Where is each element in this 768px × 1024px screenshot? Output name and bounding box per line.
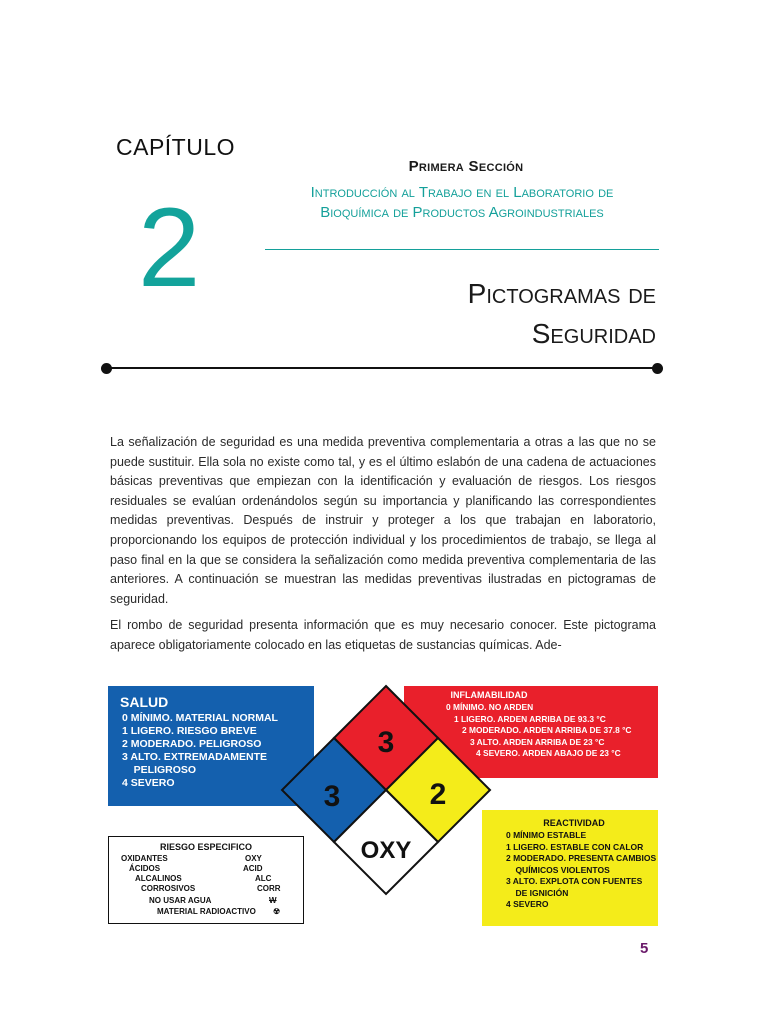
section-subtitle xyxy=(264,183,660,223)
riesgo-code: OXY xyxy=(245,854,262,863)
salud-list xyxy=(122,712,278,790)
riesgo-name: MATERIAL RADIOACTIVO xyxy=(157,907,256,916)
list-item: 0 MÍNIMO. MATERIAL NORMAL xyxy=(122,712,278,724)
diamond-reactivity-value: 2 xyxy=(429,778,447,811)
list-item: 1 LIGERO. RIESGO BREVE xyxy=(122,725,257,737)
list-item: 4 SEVERO xyxy=(506,899,549,909)
nfpa-diamond xyxy=(278,684,494,900)
list-item: DE IGNICIÓN xyxy=(506,887,569,898)
list-item: PELIGROSO xyxy=(122,764,197,776)
list-item: QUÍMICOS VIOLENTOS xyxy=(506,864,610,875)
riesgo-name: ÁCIDOS xyxy=(129,864,161,873)
divider-dot-right xyxy=(652,363,663,374)
list-item: 1 LIGERO. ARDEN ARRIBA DE 93.3 °C xyxy=(454,713,606,724)
riesgo-name: NO USAR AGUA xyxy=(149,896,212,905)
section-title: Primera Sección xyxy=(408,158,524,175)
divider-dot-left xyxy=(101,363,112,374)
list-item: 1 LIGERO. ESTABLE CON CALOR xyxy=(506,841,644,852)
list-item: 4 SEVERO. ARDEN ABAJO DE 23 °C xyxy=(476,748,621,758)
riesgo-especifico-title: RIESGO ESPECIFICO xyxy=(159,842,253,852)
reactividad-list xyxy=(506,830,656,911)
section-subtitle-line1: Introducción al Trabajo en el Laboratorio de xyxy=(310,184,614,201)
body-paragraph-2: El rombo de seguridad presenta información que es muy necesario conocer. Este pictograma aparece obligatoriamente colocado en las etiquetas de sustancias químicas. Ade- xyxy=(110,618,656,652)
chapter-number: 2 xyxy=(138,185,201,310)
list-item: 2 MODERADO. ARDEN ARRIBA DE 37.8 °C xyxy=(462,725,632,735)
diamond-health-value: 3 xyxy=(323,780,341,813)
list-item: 0 MÍNIMO ESTABLE xyxy=(506,830,587,840)
radioactive-icon: ☢ xyxy=(273,907,281,916)
diamond-flammability-value: 3 xyxy=(377,726,395,759)
riesgo-code: CORR xyxy=(257,884,281,893)
list-item: 4 SEVERO xyxy=(122,777,175,789)
riesgo-name: OXIDANTES xyxy=(121,854,168,863)
section-subtitle-line2: Bioquímica de Productos Agroindustriales xyxy=(320,204,604,221)
riesgo-name: ALCALINOS xyxy=(135,874,182,883)
list-item: 2 MODERADO. PRESENTA CAMBIOS xyxy=(506,853,657,863)
list-item: 3 ALTO. ARDEN ARRIBA DE 23 °C xyxy=(470,736,605,747)
body-paragraph-1: La señalización de seguridad es una medida preventiva complementaria a otras a las que no se puede sustituir. Ella sola no existe como tal, y es el último eslabón de una cadena de actuaciones básicas preventivas que empiezan con la identificación y evaluación de riesgos. Los riesgos residuales se evalúan ordenándolos según su importancia y planificando las correspondientes medidas preventivas. Después de instruir y proteger a los que trabajan en laboratorio, proporcionando los equipos de protección individual y los procedimientos de trabajo, se llega al paso final en la que se considera la señalización como medida preventiva complementaria de las anteriores. A continuación se muestran las medidas preventivas ilustradas en pictogramas de seguridad. xyxy=(110,435,656,606)
teal-divider xyxy=(265,249,659,250)
reactividad-panel xyxy=(482,810,658,926)
inflamabilidad-title: INFLAMABILIDAD xyxy=(450,690,528,700)
salud-title: SALUD xyxy=(120,694,169,710)
list-item: 0 MÍNIMO. NO ARDEN xyxy=(446,702,534,712)
riesgo-especifico-panel xyxy=(108,836,304,924)
list-item: 3 ALTO. EXPLOTA CON FUENTES xyxy=(506,876,643,886)
riesgo-name: CORROSIVOS xyxy=(141,884,196,893)
list-item: 3 ALTO. EXTREMADAMENTE xyxy=(122,751,268,763)
riesgo-code: ALC xyxy=(255,874,272,883)
list-item: 2 MODERADO. PELIGROSO xyxy=(122,738,262,750)
page-title xyxy=(330,274,656,354)
no-water-icon: W xyxy=(269,896,277,905)
reactividad-title: REACTIVIDAD xyxy=(543,818,605,828)
page-title-line2: Seguridad xyxy=(531,318,656,349)
chapter-divider xyxy=(107,367,659,369)
page-title-line1: Pictogramas de xyxy=(467,278,656,309)
chapter-label: CAPÍTULO xyxy=(116,134,236,160)
page-number: 5 xyxy=(640,940,649,957)
diamond-special-value: OXY xyxy=(360,837,412,864)
riesgo-code: ACID xyxy=(243,864,263,873)
